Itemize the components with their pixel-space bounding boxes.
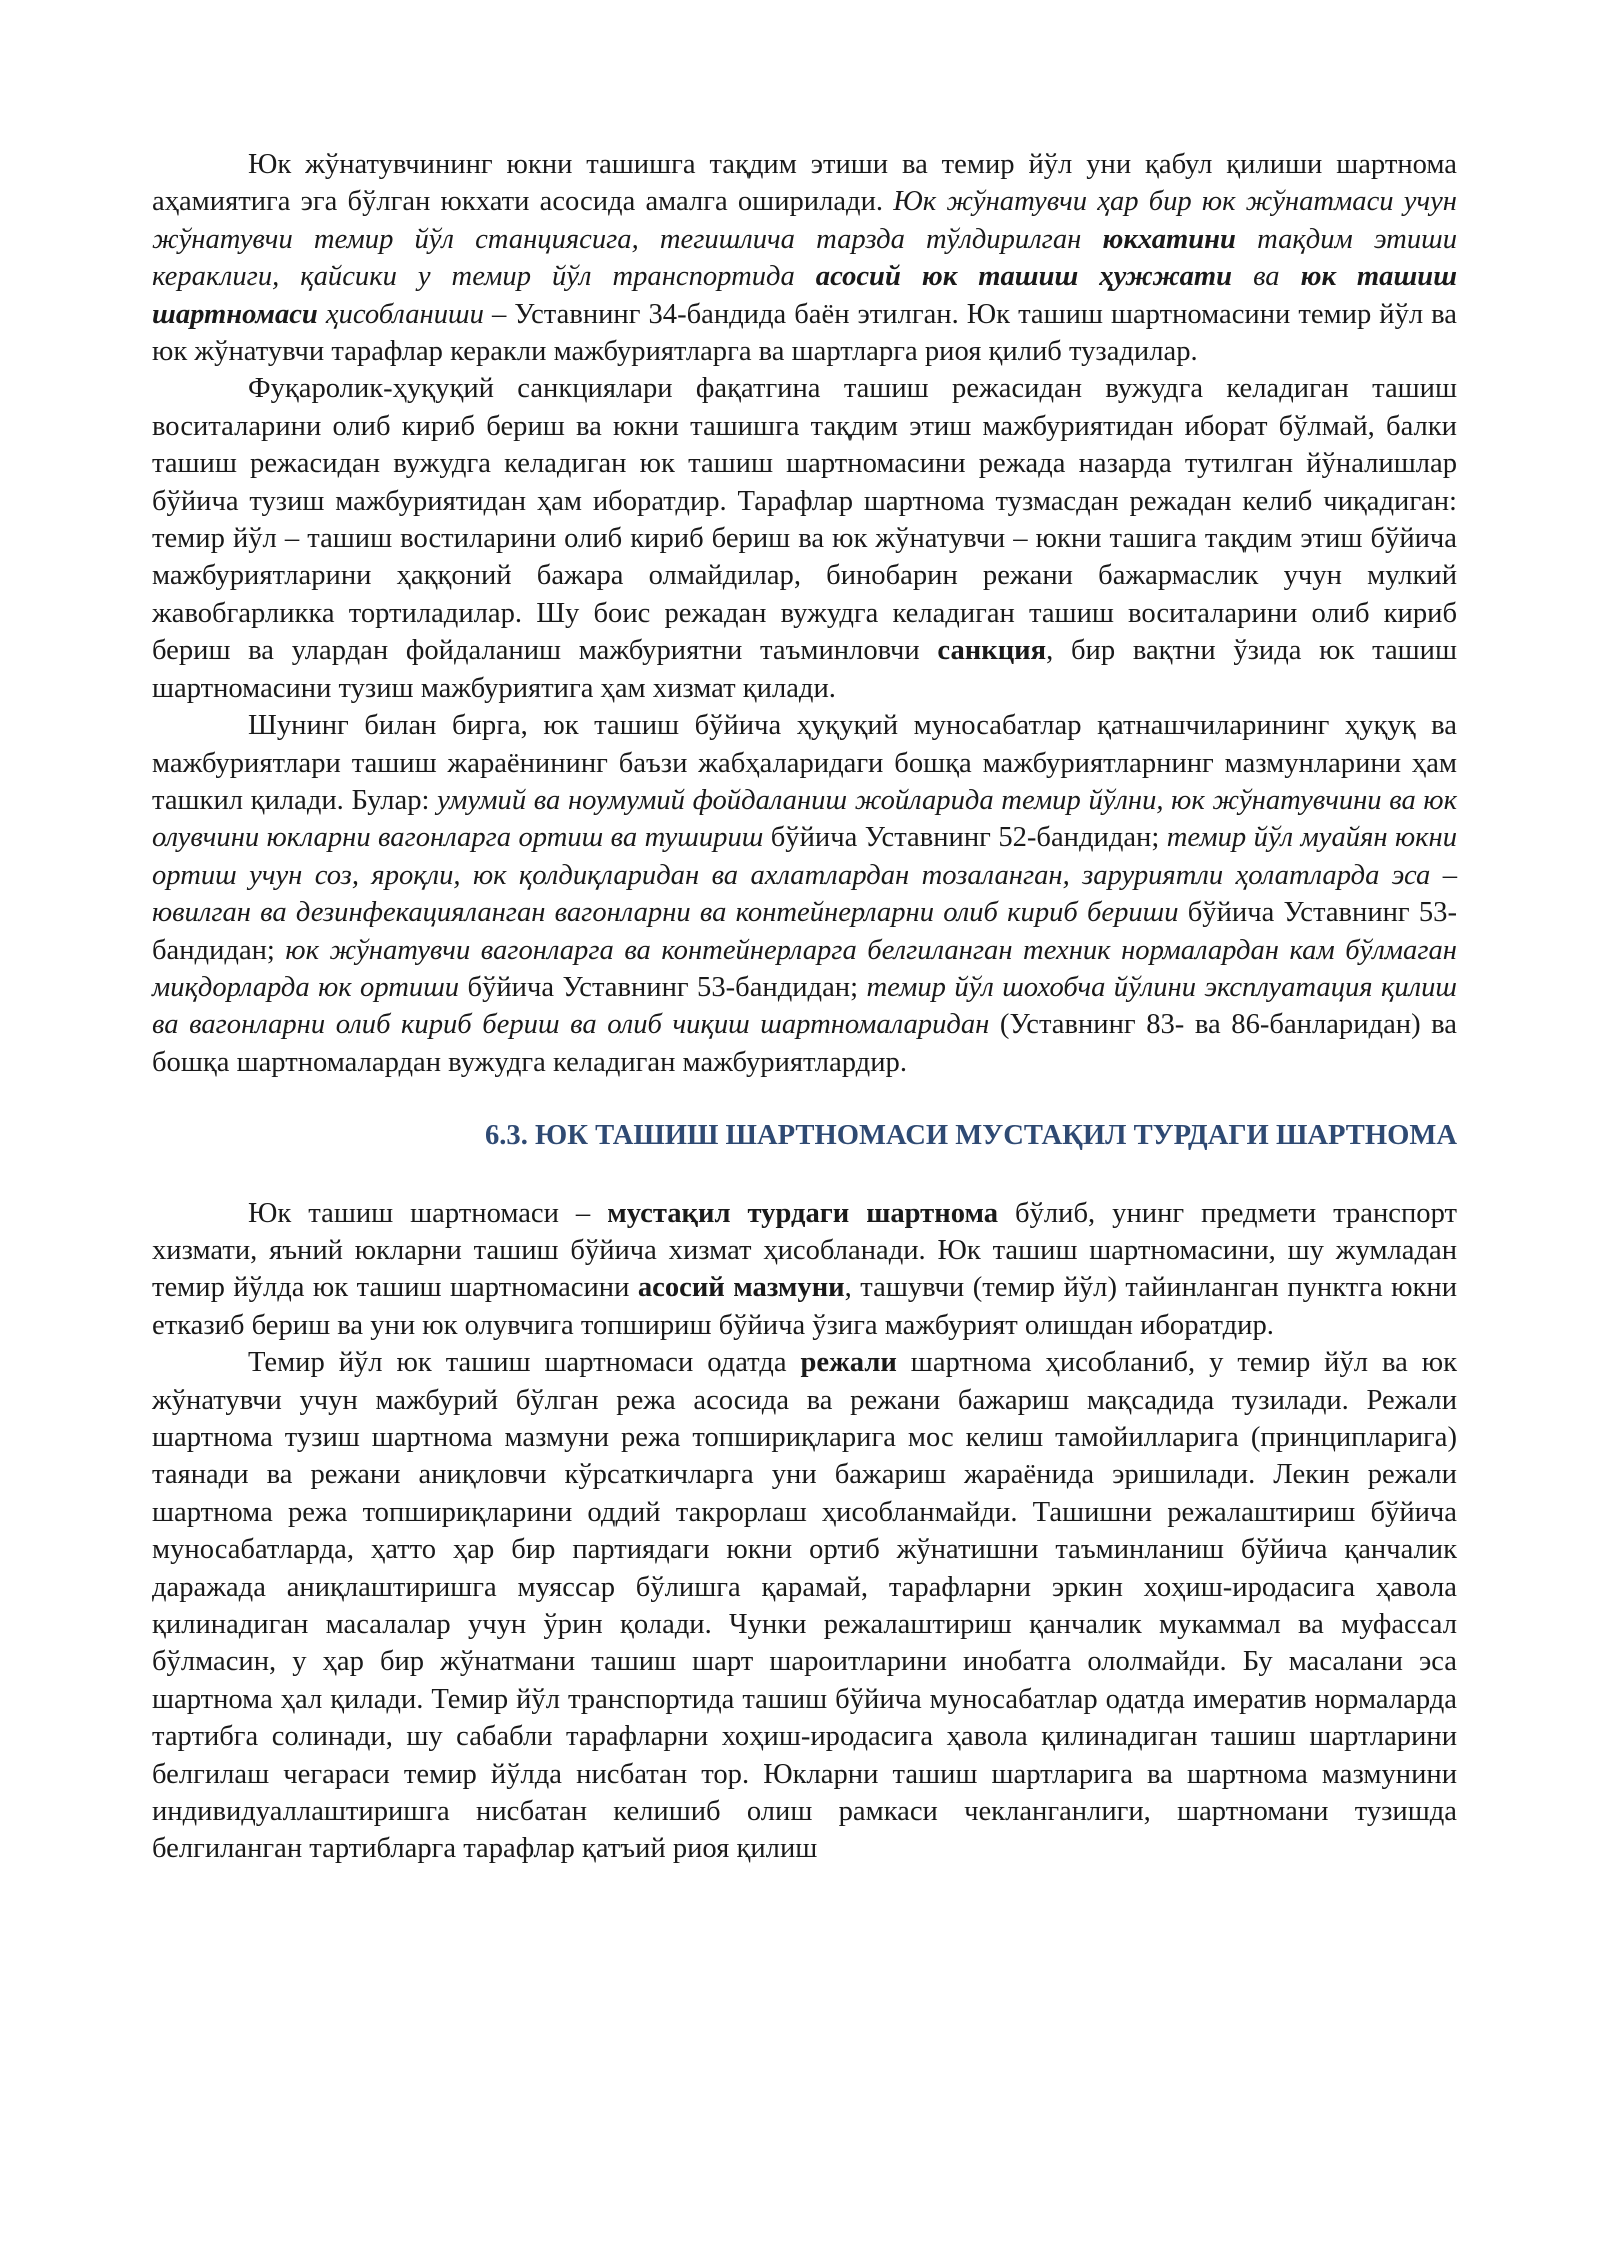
text-run: тақдим этиши кераклиги, қайсики у темир йўл транспортида — [152, 223, 1457, 293]
text-run: , бир вақтни ўзида юк ташиш шартномасини тузиш мажбуриятига ҳам хизмат қилади. — [152, 635, 1458, 704]
text-run: асосий мазмуни — [637, 1272, 845, 1304]
text-run: бўйича Уставнинг 53-бандидан; — [152, 897, 1457, 966]
text-run: режали — [800, 1347, 897, 1379]
text-run: ҳисобланиши — [317, 298, 484, 330]
paragraph — [152, 370, 1457, 707]
text-run: бўйича Уставнинг 53-бандидан; — [459, 971, 867, 1003]
paragraph — [152, 1344, 1457, 1868]
text-run: санкция — [937, 635, 1047, 667]
text-run: – Уставнинг 34-бандида баён этилган. Юк ташиш шартномасини темир йўл ва юк жўнатувчи тарафлар керакли мажбуриятларга ва шартларга риоя қилиб тузадилар. — [152, 298, 1457, 368]
text-run: бўлиб, унинг предмети транспорт хизмати, яъний юкларни ташиш бўйича хизмат ҳисобланади. Юк ташиш шартномасини, шу жумладан темир йўлда юк ташиш шартномасини — [152, 1197, 1457, 1304]
text-run: юк ташиш шартномаси — [152, 261, 1458, 330]
text-run: Фуқаролик-ҳуқуқий санкциялари фақатгина ташиш режасидан вужудга келадиган ташиш воситаларини олиб кириб бериш ва юкни ташишга тақдим этиш мажбуриятидан иборат бўлмай, балки ташиш режасидан вужудга келадиган юк ташиш шартномасини режада назарда тутилган йўналишлар бўйича тузиш мажбуриятидан ҳам иборатдир. Тарафлар шартнома тузмасдан режадан келиб чиқадиган: темир йўл – ташиш востиларини олиб кириб бериш ва юк жўнатувчи – юкни ташига тақдим этиш бўйича мажбуриятларини ҳаққоний бажара олмайдилар, бинобарин режани бажармаслик учун мулкий жавобгарликка тортиладилар. Шу боис режадан вужудга келадиган ташиш воситаларини олиб кириб бериш ва улардан фойдаланиш мажбуриятни таъминловчи — [152, 373, 1457, 667]
text-run: юкхатини — [1102, 223, 1236, 255]
text-run: шартнома ҳисобланиб, у темир йўл ва юк жўнатувчи учун мажбурий бўлган режа асосида ва режани бажариш мақсадида тузилади. Режали шартнома тузиш шартнома мазмуни режа топшириқларига мос келиш тамойилларига (принципларига) таянади ва режани аниқловчи кўрсаткичларга уни бажариш жараёнида эришилади. Лекин режали шартнома режа топшириқларини оддий такрорлаш ҳисобланмайди. Ташишни режалаштириш бўйича муносабатларда, ҳатто ҳар бир партиядаги юкни ортиб жўнатишни таъминланиш бўйича қанчалик даражада аниқлаштиришга муяссар бўлишга қарамай, тарафларни эркин хоҳиш-иродасига ҳавола қилинадиган масалалар учун ўрин қолади. Чунки режалаштириш қанчалик мукаммал ва муфассал бўлмасин, у ҳар бир жўнатмани ташиш шарт шароитларини инобатга ололмайди. Бу масалани эса шартнома ҳал қилади. Темир йўл транспортида ташиш бўйича муносабатлар одатда имератив нормаларда тартибга солинади, шу сабабли тарафларни хоҳиш-иродасига ҳавола қилинадиган ташиш шартларини белгилаш чегараси темир йўлда нисбатан тор. Юкларни ташиш шартларига ва шартнома мазмунини индивидуаллаштиришга нисбатан келишиб олиш рамкаси чекланганлиги, шартномани тузишда белгиланган тартибларга тарафлар қатъий риоя қилиш — [152, 1347, 1457, 1865]
section-heading: 6.3. ЮК ТАШИШ ШАРТНОМАСИ МУСТАҚИЛ ТУРДАГИ ШАРТНОМА — [484, 1120, 1457, 1152]
text-run: темир йўл шохобча йўлини эксплуатация қилиш ва вагонларни олиб кириб бериш ва олиб чиқиш шартномаларидан — [152, 971, 1458, 1041]
text-run: асосий юк ташиш ҳужжати — [815, 261, 1233, 293]
text-run: Юк ташиш шартномаси – — [248, 1197, 608, 1229]
text-run: Юк жўнатувчининг юкни ташишга тақдим этиши ва темир йўл уни қабул қилиши шартнома аҳамиятига эга бўлган юкхати асосида амалга оширилади. — [152, 149, 1457, 218]
text-run: бўйича Уставнинг 52-бандидан; — [763, 822, 1167, 854]
paragraph — [152, 1195, 1457, 1345]
text-run: умумий ва ноумумий фойдаланиш жойларида темир йўлни, юк жўнатувчини ва юк олувчини юкларни вагонларга ортиш ва тушириш — [152, 784, 1457, 854]
text-run: юк жўнатувчи вагонларга ва контейнерларга белгиланган техник нормалардан кам бўлмаган миқдорларда юк ортиши — [152, 934, 1457, 1003]
text-run: , ташувчи (темир йўл) тайинланган пунктга юкни етказиб бериш ва уни юк олувчига топшириш бўйича ўзига мажбурият олишдан иборатдир. — [152, 1272, 1457, 1341]
text-run: Темир йўл юк ташиш шартномаси одатда — [248, 1347, 801, 1379]
text-run: Шунинг билан бирга, юк ташиш бўйича ҳуқуқий муносабатлар қатнашчиларининг ҳуқуқ ва мажбуриятлари ташиш жараёнининг баъзи жабҳаларидаги бошқа мажбуриятларнинг мазмунларини ҳам ташкил қилади. Булар: — [152, 710, 1457, 816]
paragraph — [152, 146, 1457, 370]
text-run: (Уставнинг 83- ва 86-банларидан) ва бошқа шартномалардан вужудга келадиган мажбуриятлардир. — [152, 1009, 1457, 1078]
paragraph — [152, 707, 1457, 1081]
text-run: мустақил турдаги шартнома — [607, 1197, 999, 1229]
text-run: темир йўл муайян юкни ортиш учун соз, яроқли, юк қолдиқларидан ва ахлатлардан тозаланган, заруриятли ҳолатларда эса – ювилган ва дезинфекацияланган вагонларни ва контейнерларни олиб кириб бериши — [152, 822, 1457, 929]
text-run: Юк жўнатувчи ҳар бир юк жўнатмаси учун жўнатувчи темир йўл станциясига, тегишлича тарзда тўлдирилган — [152, 186, 1457, 255]
text-run: ва — [1232, 261, 1301, 293]
document-page — [152, 146, 1457, 1868]
